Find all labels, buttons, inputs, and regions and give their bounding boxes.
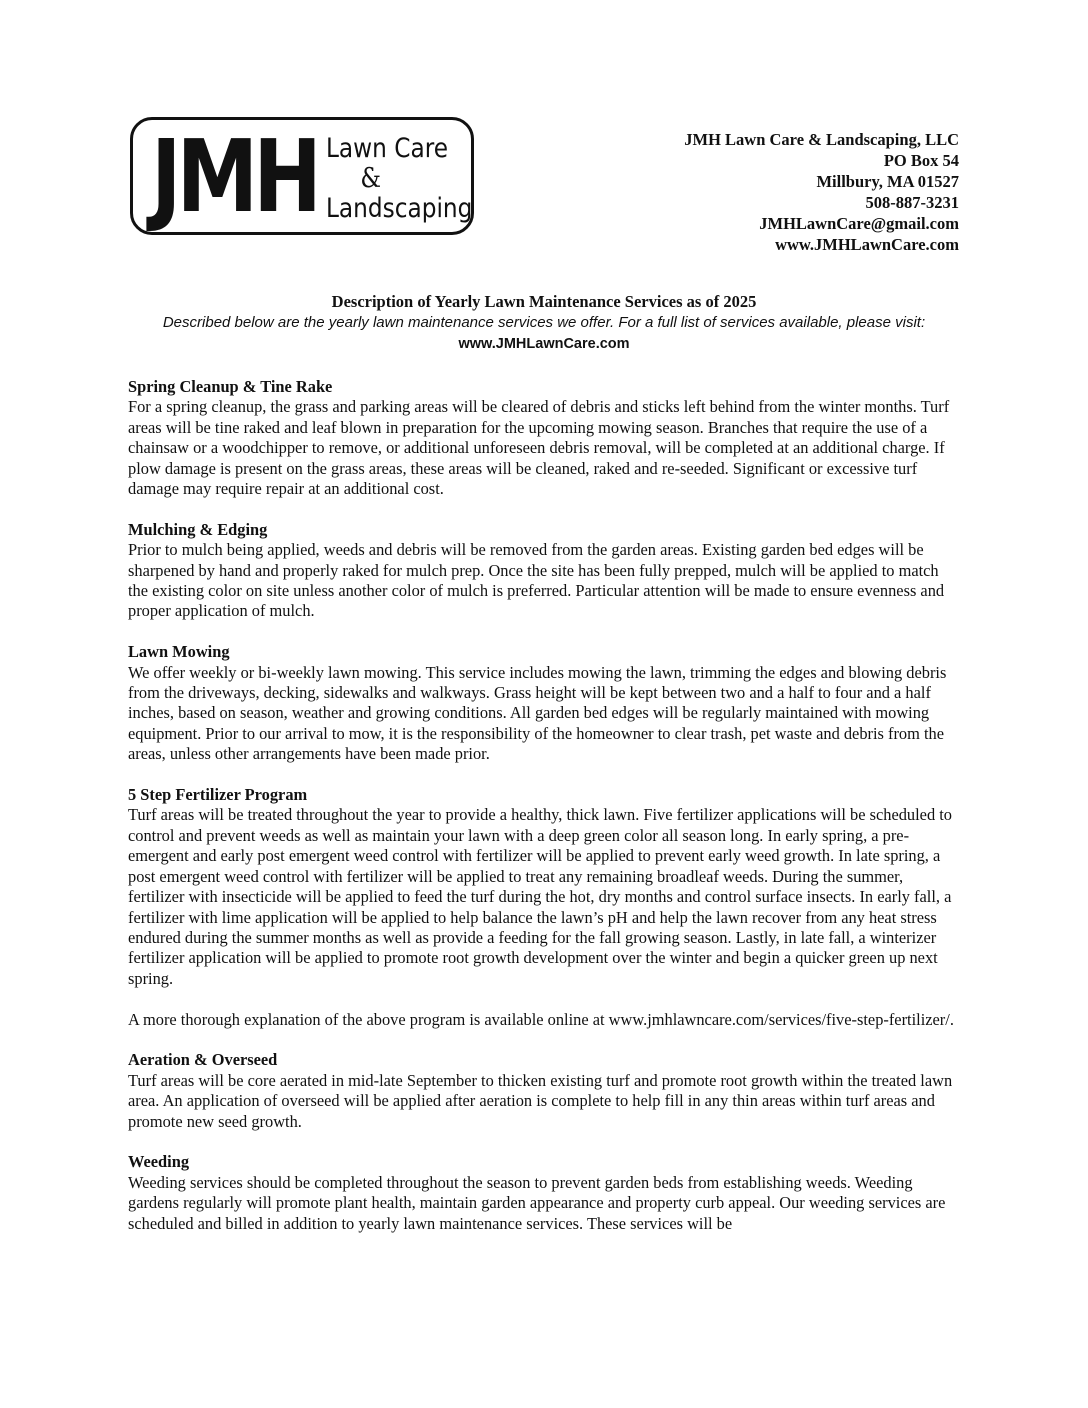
section-heading: Spring Cleanup & Tine Rake: [128, 377, 333, 396]
document-subtitle: Described below are the yearly lawn maintenance services we offer. For a full list of services available, please visit:: [162, 314, 926, 331]
fertilizer-note: A more thorough explanation of the above program is available online at www.jmhlawncare.com/services/five-step-fertilizer/.: [128, 1009, 954, 1029]
document-intro: [120, 292, 968, 355]
section-heading: Weeding: [128, 1152, 190, 1172]
section-body: Prior to mulch being applied, weeds and debris will be removed from the garden areas. Existing garden bed edges will be sharpened by hand and properly raked for mulch prep. Once the site has been fully prepped, mulch will be applied to match the existing color on site unless another color of mulch is preferred. Particular attention will be made to ensure evenness and proper application of mulch.: [128, 540, 945, 621]
section-body: Turf areas will be treated throughout the year to provide a healthy, thick lawn. Five fertilizer applications will be scheduled to control and prevent weeds as well as maintain your lawn with a deep green color all season long. In early spring, a pre-emergent and early post emergent weed control with fertilizer will be applied to prevent early weed growth. In late spring, a post emergent weed control with fertilizer will be applied to treat any remaining broadleaf weeds. During the summer, fertilizer with insecticide will be applied to feed the turf during the hot, dry months and control surface insects. In early fall, a fertilizer with lime application will be applied to help balance the lawn’s pH and help the lawn recover from any heat stress endured during the summer months as well as provide a feeding for the fall growing season. Lastly, in late fall, a winterizer fertilizer application will be applied to promote root growth development over the winter and begin a quicker green up next spring.: [128, 805, 952, 988]
section-spring-cleanup: [128, 377, 960, 499]
logo-line-landscaping: Landscaping: [326, 193, 473, 224]
document-title: Description of Yearly Lawn Maintenance Services as of 2025: [331, 292, 757, 311]
section-mulching-edging: [128, 520, 960, 622]
section-heading: Aeration & Overseed: [128, 1050, 278, 1070]
section-body: We offer weekly or bi-weekly lawn mowing. This service includes mowing the lawn, trimming the edges and blowing debris from the driveways, decking, sidewalks and walkways. Grass height will be kept between two and a half to four and a half inches, based on season, weather and growing conditions. All garden bed edges will be regularly maintained with mowing equipment. Prior to our arrival to mow, it is the responsibility of the homeowner to clear trash, pet waste and debris from the areas, unless other arrangements have been made prior.: [128, 662, 947, 764]
section-heading: Lawn Mowing: [128, 642, 230, 662]
company-name: JMH Lawn Care & Landscaping, LLC: [684, 130, 959, 149]
section-weeding: [128, 1152, 960, 1234]
section-heading: Mulching & Edging: [128, 519, 268, 539]
logo-monogram: JMH: [151, 118, 317, 235]
services-list: [128, 377, 960, 1254]
logo-line-lawn-care: Lawn Care: [326, 133, 449, 164]
company-website: www.JMHLawnCare.com: [775, 235, 959, 254]
company-email: JMHLawnCare@gmail.com: [759, 214, 959, 233]
company-logo: [130, 117, 474, 235]
section-body: For a spring cleanup, the grass and parking areas will be cleared of debris and sticks left behind from the winter months. Turf areas will be tine raked and leaf blown in preparation for the upcoming mowing season. Branches that require the use of a chainsaw or a woodchipper to remove, or additional unforeseen debris removal, will be completed at an additional charge. If plow damage is present on the grass areas, these areas will be cleaned, raked and re-seeded. Significant or excessive turf damage may require repair at an additional cost.: [128, 397, 950, 499]
document-url: www.JMHLawnCare.com: [458, 336, 630, 352]
section-lawn-mowing: [128, 642, 960, 764]
company-phone: 508-887-3231: [865, 193, 959, 212]
section-heading: 5 Step Fertilizer Program: [128, 785, 308, 805]
section-aeration-overseed: [128, 1050, 960, 1132]
company-city: Millbury, MA 01527: [816, 172, 959, 191]
section-body: Turf areas will be core aerated in mid-late September to thicken existing turf and promote root growth within the treated lawn area. An application of overseed will be applied after aeration is complete to help fill in any thin areas within turf areas and promote new seed growth.: [128, 1070, 953, 1131]
section-fertilizer-program: [128, 785, 960, 989]
logo-line-ampersand: &: [360, 163, 382, 194]
company-po-box: PO Box 54: [883, 151, 959, 170]
company-address-block: [684, 129, 959, 255]
logo-wordmark: [326, 133, 473, 224]
section-body: Weeding services should be completed throughout the season to prevent garden beds from establishing weeds. Weeding gardens regularly will promote plant health, maintain garden appearance and property curb appeal. Our weeding services are scheduled and billed in addition to yearly lawn maintenance services. These services will be: [128, 1172, 946, 1233]
